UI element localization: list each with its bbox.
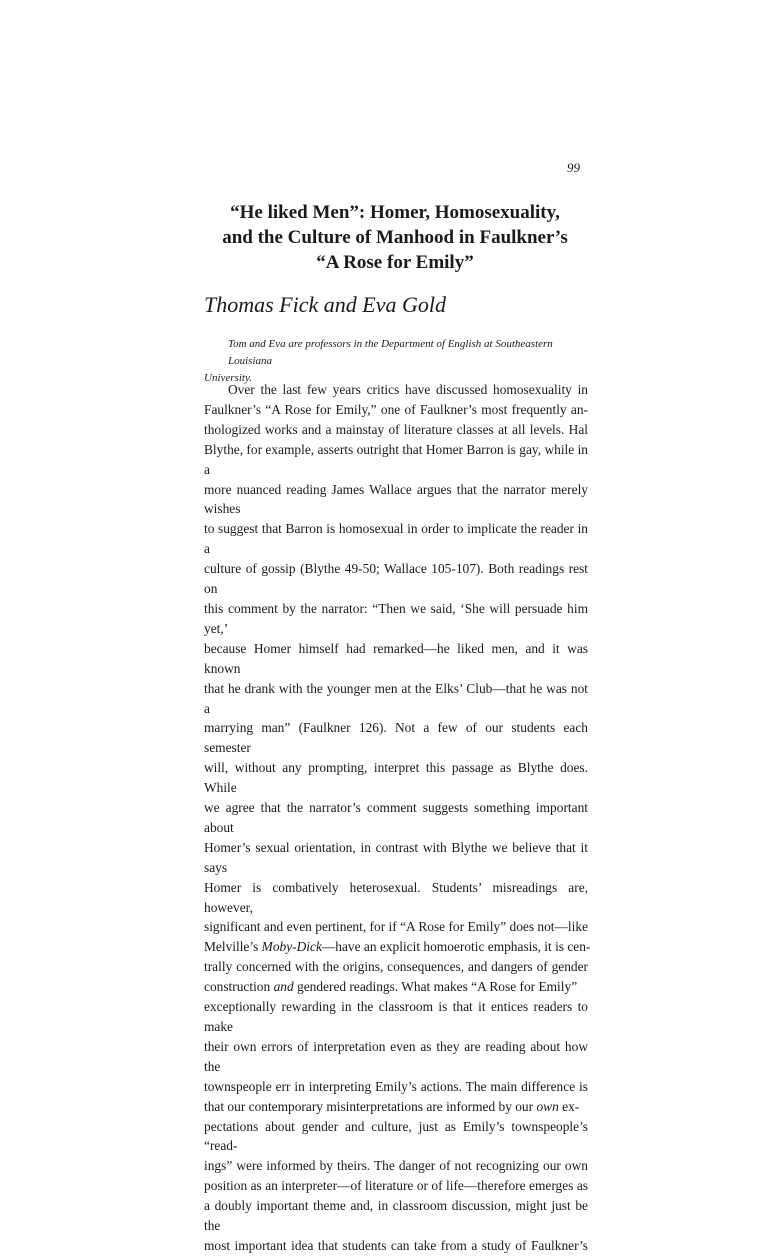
body-text (204, 380, 591, 1256)
body-line: to suggest that Barron is homosexual in order to implicate the reader in a (204, 521, 588, 557)
body-fragment: —have an explicit homoerotic emphasis, it is cen- (321, 939, 591, 955)
body-line: will, without any prompting, interpret this passage as Blythe does. While (204, 760, 588, 796)
body-line: marrying man” (Faulkner 126). Not a few of our students each semester (204, 720, 588, 756)
body-line: that he drank with the younger men at the Elks’ Club—that he was not a (204, 680, 588, 716)
body-line: ings” were informed by theirs. The danger of not recognizing our own (204, 1158, 588, 1174)
italic-emphasis: own (536, 1098, 559, 1114)
title-line: “A Rose for Emily” (316, 252, 474, 273)
body-line: Homer’s sexual orientation, in contrast with Blythe we believe that it says (204, 839, 588, 875)
body-fragment: construction (204, 979, 271, 995)
body-fragment: that our contemporary misinterpretations are informed by our (204, 1098, 534, 1114)
body-line: most important idea that students can take from a study of Faulkner’s (204, 1237, 588, 1253)
body-line: Homer is combatively heterosexual. Students’ misreadings are, however, (204, 879, 588, 915)
body-line: trally concerned with the origins, consequences, and dangers of gender (204, 959, 588, 975)
body-line (204, 977, 588, 997)
body-line: pectations about gender and culture, just as Emily’s townspeople’s “read- (204, 1118, 588, 1154)
body-line: position as an interpreter—of literature or of life—therefore emerges as (204, 1178, 588, 1194)
italic-emphasis: and (273, 979, 294, 995)
body-line: we agree that the narrator’s comment suggests something important about (204, 800, 588, 835)
article-title (200, 200, 590, 275)
body-line: townspeople err in interpreting Emily’s actions. The main difference is (204, 1078, 588, 1094)
title-line: “He liked Men”: Homer, Homosexuality, (230, 202, 560, 223)
body-line: significant and even pertinent, for if “A Rose for Emily” does not—like (204, 919, 588, 935)
body-line: their own errors of interpretation even as they are reading about how the (204, 1038, 588, 1074)
body-fragment: ex- (562, 1098, 580, 1114)
body-line: more nuanced reading James Wallace argues that the narrator merely wishes (204, 481, 588, 517)
body-line (204, 937, 591, 957)
body-line: a doubly important theme and, in classroom discussion, might just be the (204, 1198, 588, 1234)
page-number: 99 (567, 160, 580, 175)
body-line: Blythe, for example, asserts outright that Homer Barron is gay, while in a (204, 441, 588, 477)
body-line: Over the last few years critics have discussed homosexuality in (228, 382, 588, 397)
authors: Thomas Fick and Eva Gold (204, 292, 446, 317)
italic-title: Moby-Dick (261, 939, 322, 955)
body-line: because Homer himself had remarked—he liked men, and it was known (204, 640, 588, 676)
title-line: and the Culture of Manhood in Faulkner’s (222, 227, 568, 248)
body-fragment: Melville’s (204, 939, 259, 955)
body-line: thologized works and a mainstay of literature classes at all levels. Hal (204, 421, 588, 437)
body-line: culture of gossip (Blythe 49-50; Wallace 105-107). Both readings rest on (204, 561, 588, 597)
body-line: exceptionally rewarding in the classroom is that it entices readers to make (204, 999, 588, 1034)
body-line: Faulkner’s “A Rose for Emily,” one of Faulkner’s most frequently an- (204, 401, 588, 417)
body-line: this comment by the narrator: “Then we said, ‘She will persuade him yet,’ (204, 600, 588, 636)
affiliation-line: Tom and Eva are professors in the Department of English at Southeastern Louisiana (228, 338, 553, 367)
body-line (204, 1097, 588, 1117)
affiliation-line: University. (204, 372, 252, 384)
body-fragment: gendered readings. What makes “A Rose for Emily” (297, 979, 578, 995)
